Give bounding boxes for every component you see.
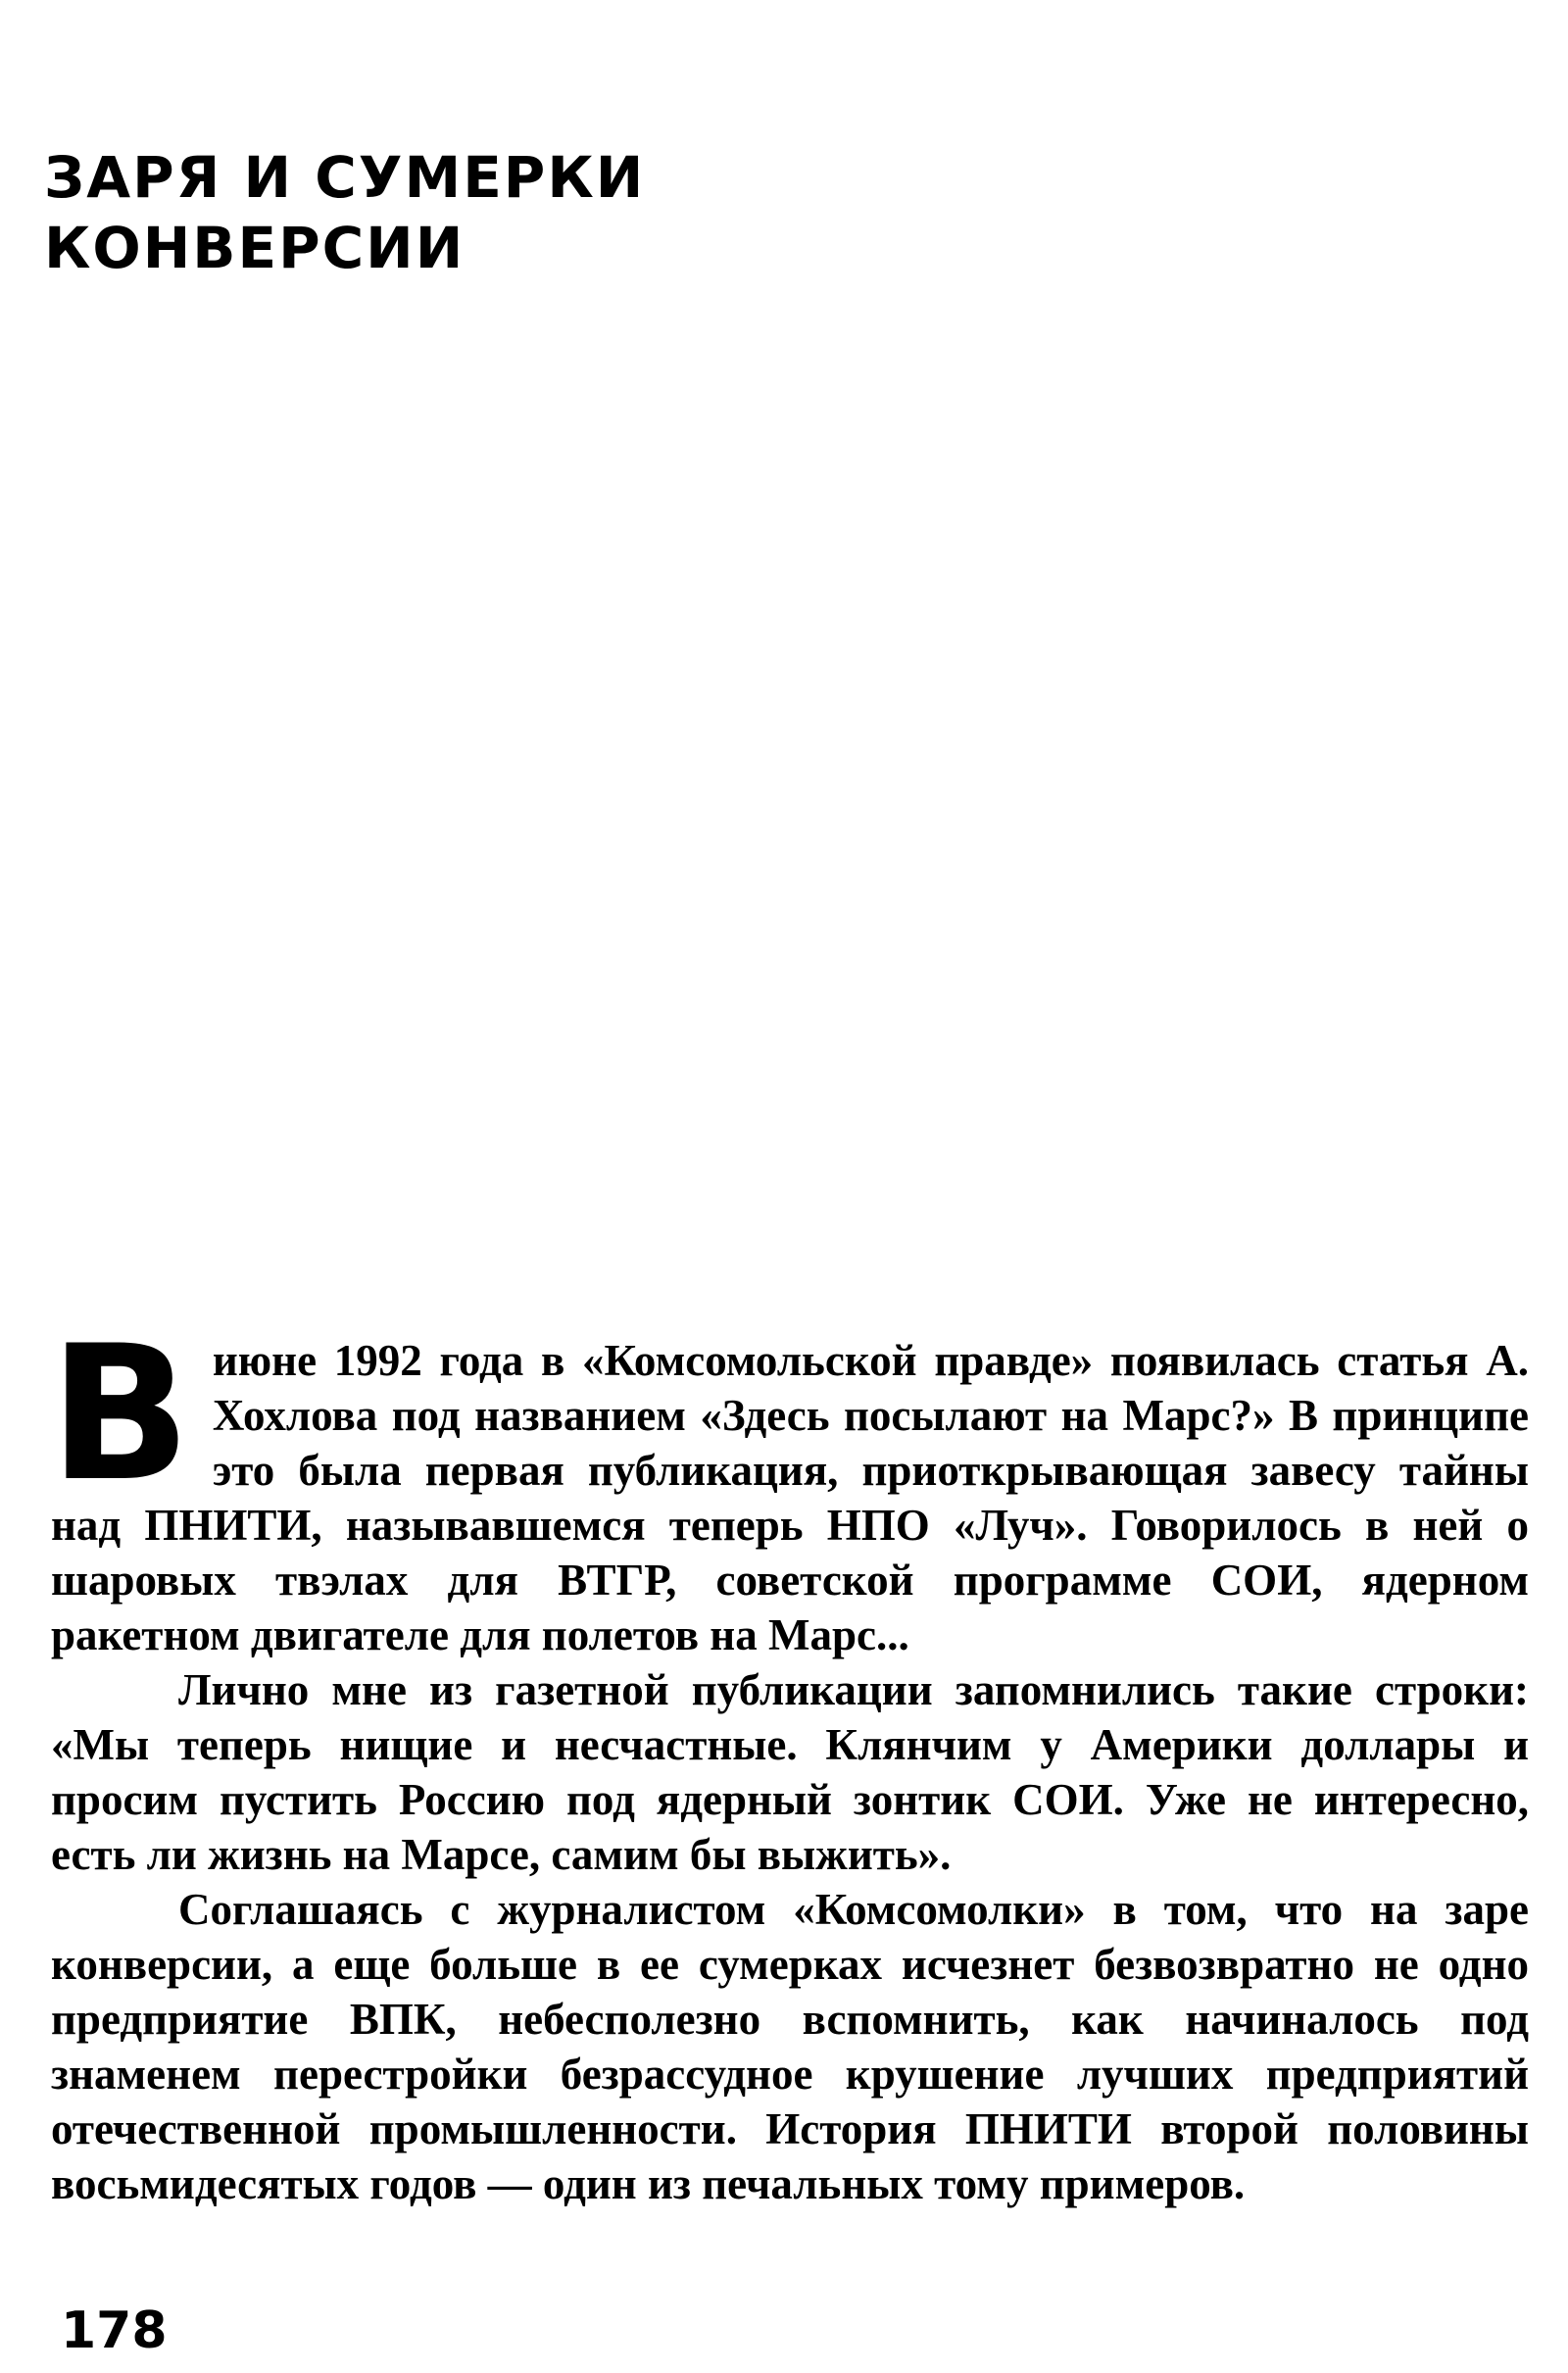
body-text [49, 1306, 1529, 2211]
paragraph-2: Лично мне из газетной публикации запомнились такие строки: «Мы теперь нищие и несчастные. Клянчим у Америки доллары и просим пустить Россию под ядерный зонтик СОИ. Уже не интересно, есть ли жизнь на Марсе, самим бы выжить». [51, 1665, 1529, 1879]
drop-cap: В [49, 1306, 191, 1522]
chapter-title [44, 142, 926, 283]
chapter-title-line-2: КОНВЕРСИИ [44, 215, 466, 281]
paragraph-3: Соглашаясь с журналистом «Комсомолки» в том, что на заре конверсии, а еще больше в ее сумерках исчезнет безвозвратно не одно предприятие ВПК, небесполезно вспомнить, как начиналось под знаменем перестройки безрассудное крушение лучших предприятий отечественной промышленности. История ПНИТИ второй половины восьмидесятых годов — один из печальных тому примеров. [51, 1885, 1529, 2208]
chapter-title-line-1: ЗАРЯ И СУМЕРКИ [44, 144, 646, 211]
paragraph-1 [49, 1306, 1529, 1662]
page-number: 178 [61, 2301, 168, 2360]
paragraph-1-text: июне 1992 года в «Комсомольской правде» появилась статья А. Хохлова под названием «Здесь посылают на Марс?» В принципе это была первая публикация, приоткрывающая завесу тайны над ПНИТИ, называвшемся теперь НПО «Луч». Говорилось в ней о шаровых твэлах для ВТГР, советской программе СОИ, ядерном ракетном двигателе для полетов на Марс... [51, 1336, 1529, 1659]
